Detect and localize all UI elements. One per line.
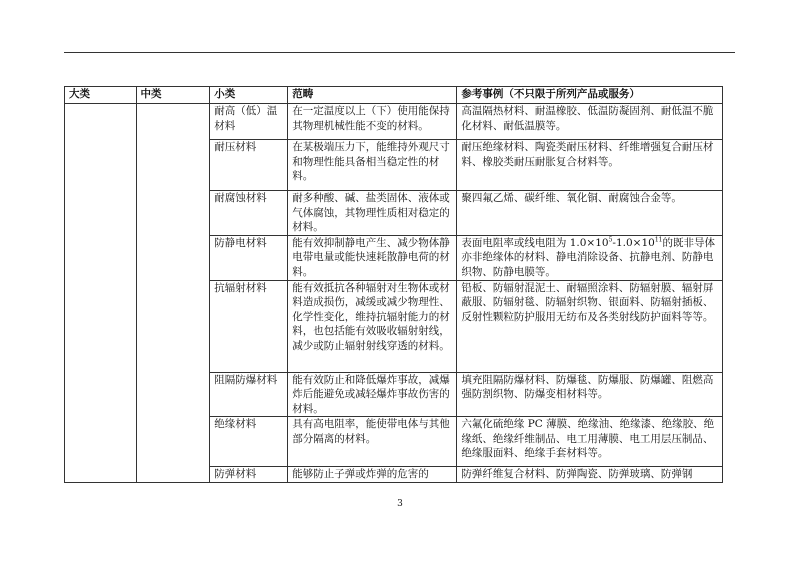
scope-cell: 在一定温度以上（下）使用能保持其物理机械性能不变的材料。	[288, 104, 457, 140]
scope-cell: 能有效抵抗各种辐射对生物体或材料造成损伤，减缓或减少物理性、化学性变化，维持抗辐射能力的材料，也包括能有效吸收辐射射线，减少或防止辐射射线穿透的材料。	[288, 280, 457, 372]
header-scope: 范畴	[288, 87, 457, 104]
header-minor-class: 小类	[210, 87, 288, 104]
header-examples: 参考事例（不只限于所列产品或服务）	[457, 87, 723, 104]
minor-class-cell: 抗辐射材料	[210, 280, 288, 372]
scope-cell: 能有效抑制静电产生、减少物体静电带电量或能快速耗散静电荷的材料。	[288, 235, 457, 280]
header-major-class: 大类	[65, 87, 137, 104]
table-header-row	[65, 87, 723, 104]
minor-class-cell: 耐高（低）温材料	[210, 104, 288, 140]
minor-class-cell: 绝缘材料	[210, 417, 288, 467]
middle-class-cell	[136, 104, 210, 483]
scope-cell: 耐多种酸、碱、盐类固体、液体或气体腐蚀，其物理性质相对稳定的材料。	[288, 191, 457, 236]
scope-cell: 能有效防止和降低爆炸事故，减爆炸后能避免或减轻爆炸事故伤害的材料。	[288, 372, 457, 417]
examples-cell: 填充阻隔防爆材料、防爆毯、防爆服、防爆罐、阻燃高强防割织物、防爆变相材料等。	[457, 372, 723, 417]
examples-cell	[457, 235, 723, 280]
examples-cell: 高温隔热材料、耐温橡胶、低温防凝固剂、耐低温不脆化材料、耐低温膜等。	[457, 104, 723, 140]
major-class-cell	[65, 104, 137, 483]
classification-table	[64, 86, 723, 483]
examples-cell: 耐压绝缘材料、陶瓷类耐压材料、纤维增强复合耐压材料、橡胶类耐压耐胀复合材料等。	[457, 140, 723, 191]
scope-cell: 能够防止子弹或炸弹的危害的	[288, 467, 457, 483]
scope-cell: 具有高电阻率，能使带电体与其他部分隔离的材料。	[288, 417, 457, 467]
minor-class-cell: 防弹材料	[210, 467, 288, 483]
scope-cell: 在某极端压力下，能维持外观尺寸和物理性能具备相当稳定性的材料。	[288, 140, 457, 191]
header-middle-class: 中类	[136, 87, 210, 104]
examples-cell: 聚四氟乙烯、碳纤维、氧化铜、耐腐蚀合金等。	[457, 191, 723, 236]
examples-cell: 防弹纤维复合材料、防弹陶瓷、防弹玻璃、防弹钢	[457, 467, 723, 483]
exponent-superscript: 5	[608, 236, 613, 243]
page-number: 3	[397, 499, 403, 509]
examples-text-prefix: 表面电阻率或线电阻为 1.0×10	[461, 236, 609, 249]
examples-cell: 六氟化硫绝缘 PC 薄膜、绝缘油、绝缘漆、绝缘胶、绝缘纸、绝缘纤维制品、电工用薄膜、电工用层压制品、绝缘服面料、绝缘手套材料等。	[457, 417, 723, 467]
examples-cell: 铅板、防辐射混泥土、耐辐照涂料、防辐射膜、辐射屏蔽服、防辐射毯、防辐射织物、银面料、防辐射插板、反射性颗粒防护服用无纺布及各类射线防护面料等等。	[457, 280, 723, 372]
minor-class-cell: 耐腐蚀材料	[210, 191, 288, 236]
exponent-superscript: 11	[654, 236, 663, 243]
header-rule	[64, 52, 735, 53]
minor-class-cell: 耐压材料	[210, 140, 288, 191]
minor-class-cell: 阻隔防爆材料	[210, 372, 288, 417]
table-row	[65, 104, 723, 140]
minor-class-cell: 防静电材料	[210, 235, 288, 280]
examples-text-mid: -1.0×10	[612, 236, 655, 249]
examples-text-suffix: 的既非导体亦非绝缘体的材料、静电消除设备、抗静电剂、防静电织物、防静电膜等。	[461, 236, 715, 278]
